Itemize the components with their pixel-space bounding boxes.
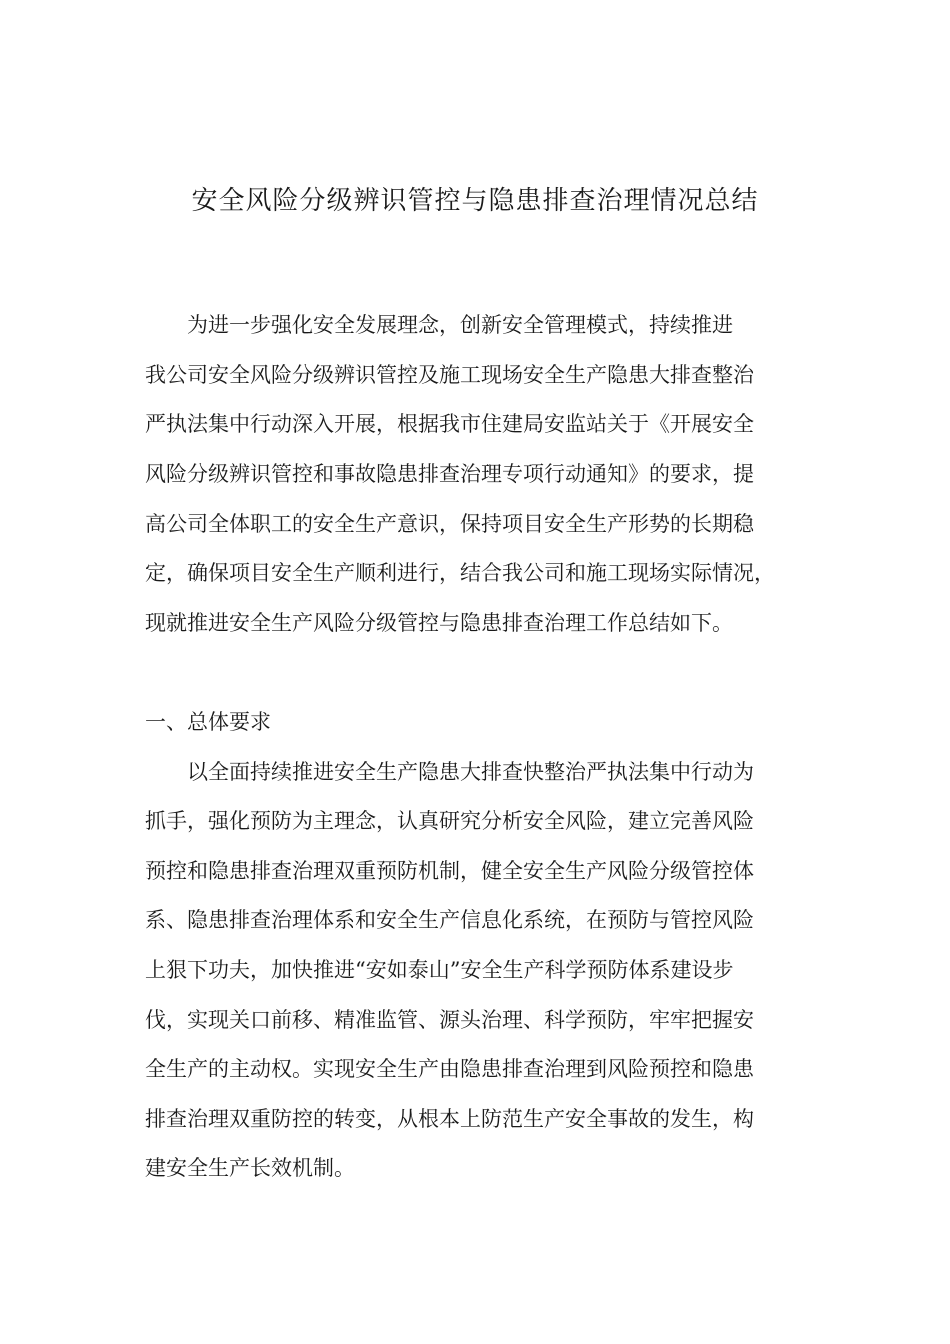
intro-line-5: 高公司全体职工的安全生产意识，保持项目安全生产形势的长期稳: [145, 512, 754, 536]
section-line-9: 建安全生产长效机制。: [145, 1156, 355, 1180]
intro-line-7: 现就推进安全生产风险分级管控与隐患排查治理工作总结如下。: [145, 611, 733, 635]
section-heading: 一、总体要求: [145, 710, 271, 734]
document-title: 安全风险分级辨识管控与隐患排查治理情况总结: [191, 186, 759, 216]
section-line-1: 以全面持续推进安全生产隐患大排查快整治严执法集中行动为: [187, 760, 754, 784]
section-line-7: 全生产的主动权。实现安全生产由隐患排查治理到风险预控和隐患: [145, 1057, 754, 1081]
section-line-6: 伐，实现关口前移、精准监管、源头治理、科学预防，牢牢把握安: [145, 1008, 754, 1032]
section-line-8: 排查治理双重防控的转变，从根本上防范生产安全事故的发生，构: [145, 1107, 754, 1131]
intro-line-4: 风险分级辨识管控和事故隐患排查治理专项行动通知》的要求，提: [145, 462, 754, 486]
intro-line-3: 严执法集中行动深入开展，根据我市住建局安监站关于《开展安全: [145, 412, 754, 436]
intro-line-1: 为进一步强化安全发展理念，创新安全管理模式，持续推进: [187, 313, 733, 337]
section-line-2: 抓手，强化预防为主理念，认真研究分析安全风险，建立完善风险: [145, 809, 754, 833]
section-line-3: 预控和隐患排查治理双重预防机制，健全安全生产风险分级管控体: [145, 859, 754, 883]
intro-line-6: 定，确保项目安全生产顺利进行，结合我公司和施工现场实际情况，: [145, 561, 775, 585]
section-line-5: 上狠下功夫，加快推进“安如泰山”安全生产科学预防体系建设步: [145, 958, 734, 982]
intro-line-2: 我公司安全风险分级辨识管控及施工现场安全生产隐患大排查整治: [145, 363, 754, 387]
section-line-4: 系、隐患排查治理体系和安全生产信息化系统，在预防与管控风险: [145, 908, 754, 932]
